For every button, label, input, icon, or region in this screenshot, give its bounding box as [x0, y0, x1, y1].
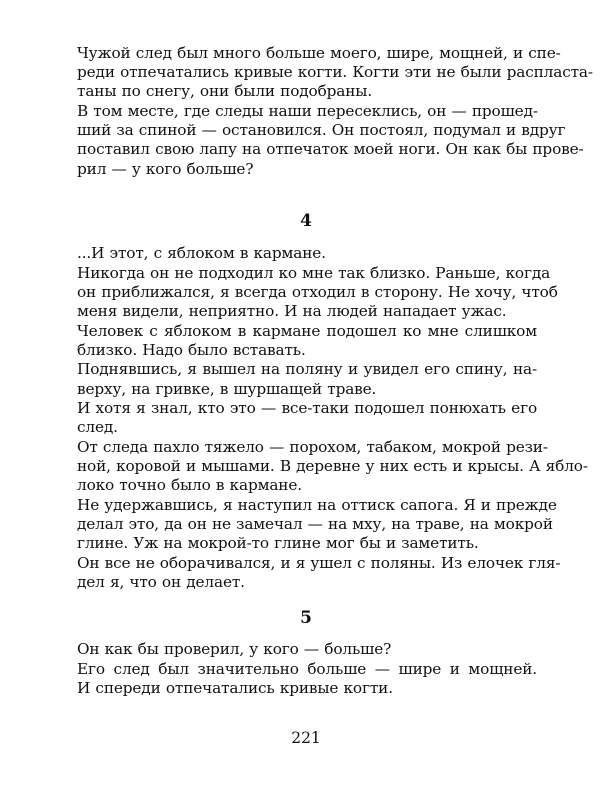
- text-line: глине. Уж на мокрой-то глине мог бы и заметить.: [77, 534, 479, 553]
- text-line: ной, коровой и мышами. В деревне у них есть и крысы. А ябло-: [77, 457, 588, 476]
- text-line: делал это, да он не замечал — на мху, на траве, на мокрой: [77, 515, 553, 534]
- page-number: 221: [291, 729, 321, 747]
- text-line: И спереди отпечатались кривые когти.: [77, 678, 393, 697]
- paragraph: [77, 437, 588, 496]
- text-line: Он как бы проверил, у кого — больше?: [77, 640, 392, 658]
- text-line: локо точно было в кармане.: [77, 476, 302, 495]
- text-line: верху, на гривке, в шуршащей траве.: [77, 379, 377, 398]
- paragraph: [77, 244, 537, 264]
- text-line: Не удержавшись, я наступил на оттиск сапога. Я и прежде: [77, 495, 557, 514]
- text-line: рил — у кого больше?: [77, 159, 254, 178]
- text-line: дел я, что он делает.: [77, 573, 245, 592]
- text-block-chapter-5: [77, 640, 537, 698]
- paragraph: [77, 44, 593, 102]
- text-line: И хотя я знал, кто это — все-таки подошел понюхать его: [77, 399, 537, 418]
- text-block-top: [77, 44, 593, 179]
- paragraph: [77, 322, 537, 361]
- text-line: В том месте, где следы наши пересеклись, он — прошед-: [77, 102, 538, 120]
- paragraph: [77, 399, 537, 438]
- text-line: реди отпечатались кривые когти. Когти эти не были распласта-: [77, 63, 593, 82]
- paragraph: [77, 360, 537, 399]
- paragraph: [77, 263, 558, 322]
- text-line: Его след был значительно больше — шире и мощней.: [77, 659, 537, 678]
- text-line: поставил свою лапу на отпечаток моей ноги. Он как бы прове-: [77, 140, 584, 159]
- chapter-number: 5: [300, 608, 312, 628]
- chapter-number: 4: [300, 211, 312, 231]
- text-line: он приближался, я всегда отходил в сторону. Не хочу, чтоб: [77, 282, 558, 301]
- paragraph: [77, 553, 561, 593]
- text-line: ший за спиной — остановился. Он постоял, подумал и вдруг: [77, 121, 566, 140]
- text-line: Поднявшись, я вышел на поляну и увидел его спину, на-: [77, 360, 537, 379]
- text-line: меня видели, неприятно. И на людей нападает ужас.: [77, 302, 507, 320]
- text-line: Никогда он не подходил ко мне так близко. Раньше, когда: [77, 263, 551, 282]
- text-line: таны по снегу, они были подобраны.: [77, 82, 373, 101]
- paragraph: [77, 102, 584, 179]
- paragraph: [77, 660, 537, 699]
- text-line: ...И этот, с яблоком в кармане.: [77, 244, 326, 262]
- text-line: Он все не оборачивался, и я ушел с поляны. Из елочек гля-: [77, 553, 561, 572]
- text-line: Человек с яблоком в кармане подошел ко мне слишком: [77, 321, 537, 340]
- text-line: след.: [77, 418, 118, 437]
- text-line: От следа пахло тяжело — порохом, табаком, мокрой рези-: [77, 437, 548, 456]
- paragraph: [77, 495, 557, 554]
- paragraph: [77, 640, 537, 660]
- text-line: близко. Надо было вставать.: [77, 340, 306, 359]
- text-line: Чужой след был много больше моего, шире, мощней, и спе-: [77, 44, 561, 62]
- text-block-chapter-4: [77, 244, 588, 593]
